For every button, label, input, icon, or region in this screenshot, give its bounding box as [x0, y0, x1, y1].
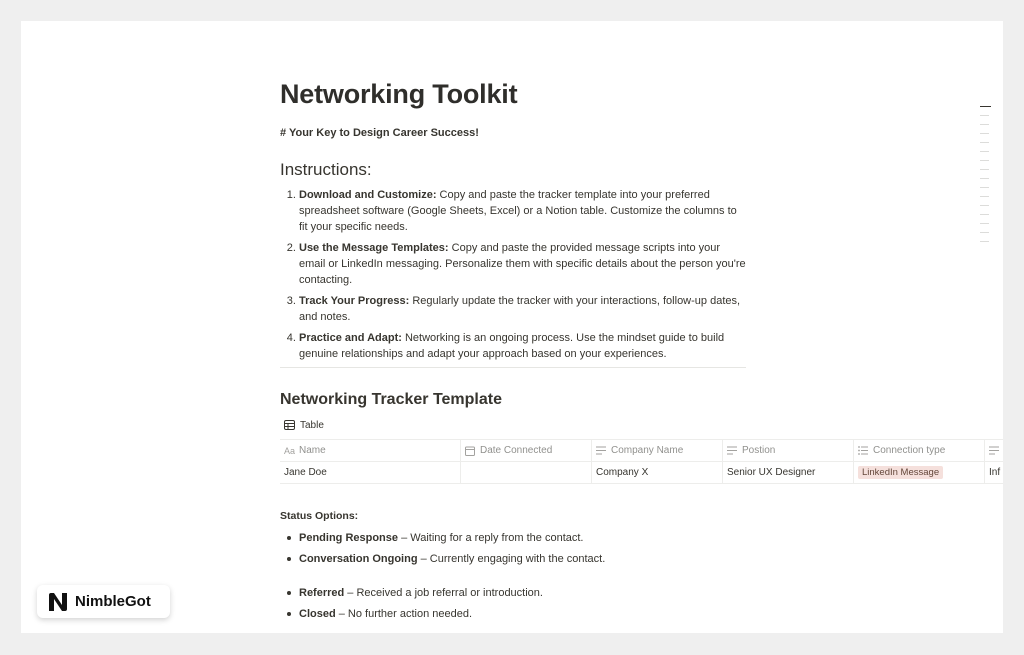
outline-marker[interactable] — [980, 223, 989, 224]
instructions-heading: Instructions: — [280, 160, 372, 179]
calendar-icon — [465, 446, 475, 456]
column-header-label: Name — [299, 445, 326, 456]
list-item — [299, 187, 748, 235]
nimblegot-logo-icon — [47, 591, 69, 613]
status-description: – Currently engaging with the contact. — [417, 553, 606, 565]
text-lines-icon — [727, 446, 737, 455]
outline-marker[interactable] — [980, 115, 989, 116]
outline-marker[interactable] — [980, 232, 989, 233]
status-options-heading: Status Options: — [280, 510, 359, 522]
outline-marker[interactable] — [980, 151, 989, 152]
instruction-title: Track Your Progress: — [299, 295, 410, 307]
outline-marker[interactable] — [980, 187, 989, 188]
instructions-list — [280, 187, 748, 362]
table-header-row — [280, 440, 1003, 462]
outline-marker[interactable] — [980, 169, 989, 170]
list-item — [299, 293, 748, 325]
list-item — [299, 240, 748, 288]
column-header-label: Postion — [742, 445, 776, 456]
status-name: Conversation Ongoing — [299, 553, 418, 565]
status-name: Referred — [299, 587, 345, 599]
list-item — [280, 552, 1003, 566]
title-aa-icon: Aa — [284, 445, 296, 456]
list-item — [280, 531, 1003, 545]
tracker-table — [280, 439, 1003, 484]
column-header-connection-type[interactable] — [854, 440, 985, 461]
list-item — [299, 330, 748, 362]
outline-marker[interactable] — [980, 241, 989, 242]
column-header-company-name[interactable] — [592, 440, 723, 461]
cell-status[interactable]: Inf — [989, 467, 1001, 478]
status-options-list — [280, 531, 1003, 621]
instruction-text: Copy and paste the tracker template into your preferred spreadsheet software (Google Sheets, Excel) or a Notion table. Customize the columns to fit your specific needs. — [299, 189, 737, 233]
list-item — [280, 607, 1003, 621]
page-title: Networking Toolkit — [280, 79, 518, 109]
page-subtitle: # Your Key to Design Career Success! — [280, 127, 479, 139]
brand-name: NimbleGot — [75, 593, 151, 610]
outline-marker[interactable] — [980, 142, 989, 143]
list-item — [280, 586, 1003, 600]
outline-marker[interactable] — [980, 196, 989, 197]
text-lines-icon — [989, 446, 999, 455]
column-header-label: Company Name — [611, 445, 684, 456]
status-description: – Waiting for a reply from the contact. — [398, 532, 584, 544]
cell-position[interactable]: Senior UX Designer — [723, 462, 854, 483]
instruction-title: Practice and Adapt: — [299, 332, 402, 344]
column-header-label: Date Connected — [480, 445, 553, 456]
notion-page — [21, 21, 1003, 633]
view-tab-label: Table — [300, 419, 324, 431]
status-name: Pending Response — [299, 532, 399, 544]
connection-type-tag: LinkedIn Message — [858, 466, 943, 479]
status-name: Closed — [299, 608, 336, 620]
table-row[interactable] — [280, 462, 1003, 483]
column-header-position[interactable] — [723, 440, 854, 461]
cell-company[interactable]: Company X — [592, 462, 723, 483]
view-tab-table[interactable] — [280, 417, 1003, 433]
column-header-name[interactable] — [280, 440, 461, 461]
outline-marker[interactable] — [980, 106, 991, 107]
column-header-date-connected[interactable] — [461, 440, 592, 461]
outline-marker[interactable] — [980, 205, 989, 206]
text-lines-icon — [596, 446, 606, 455]
outline-marker[interactable] — [980, 214, 989, 215]
instruction-text: Regularly update the tracker with your interactions, follow-up dates, and notes. — [299, 295, 741, 323]
divider — [280, 367, 746, 368]
tracker-heading: Networking Tracker Template — [280, 391, 502, 408]
column-header-label: Connection type — [873, 445, 946, 456]
outline-marker[interactable] — [980, 160, 989, 161]
instruction-title: Use the Message Templates: — [299, 242, 449, 254]
outline-marker[interactable] — [980, 133, 989, 134]
outline-marker[interactable] — [980, 178, 989, 179]
status-description: – Received a job referral or introduction. — [344, 587, 543, 599]
cell-connection-type[interactable] — [854, 462, 985, 483]
table-of-contents-outline[interactable] — [980, 106, 992, 250]
cell-name[interactable]: Jane Doe — [280, 462, 461, 483]
page-content — [280, 77, 1003, 628]
status-description: – No further action needed. — [335, 608, 473, 620]
instruction-text: Networking is an ongoing process. Use the mindset guide to build genuine relationships and adapt your approach based on your experiences. — [299, 332, 725, 360]
column-header-status[interactable] — [985, 440, 1003, 461]
cell-date-connected[interactable] — [461, 462, 592, 483]
list-icon — [858, 446, 868, 455]
instruction-title: Download and Customize: — [299, 189, 437, 201]
outline-marker[interactable] — [980, 124, 989, 125]
instruction-text: Copy and paste the provided message scripts into your email or LinkedIn messaging. Personalize them with specific details about the person you're contacting. — [299, 242, 746, 286]
brand-badge — [37, 585, 170, 618]
table-icon — [284, 420, 295, 430]
